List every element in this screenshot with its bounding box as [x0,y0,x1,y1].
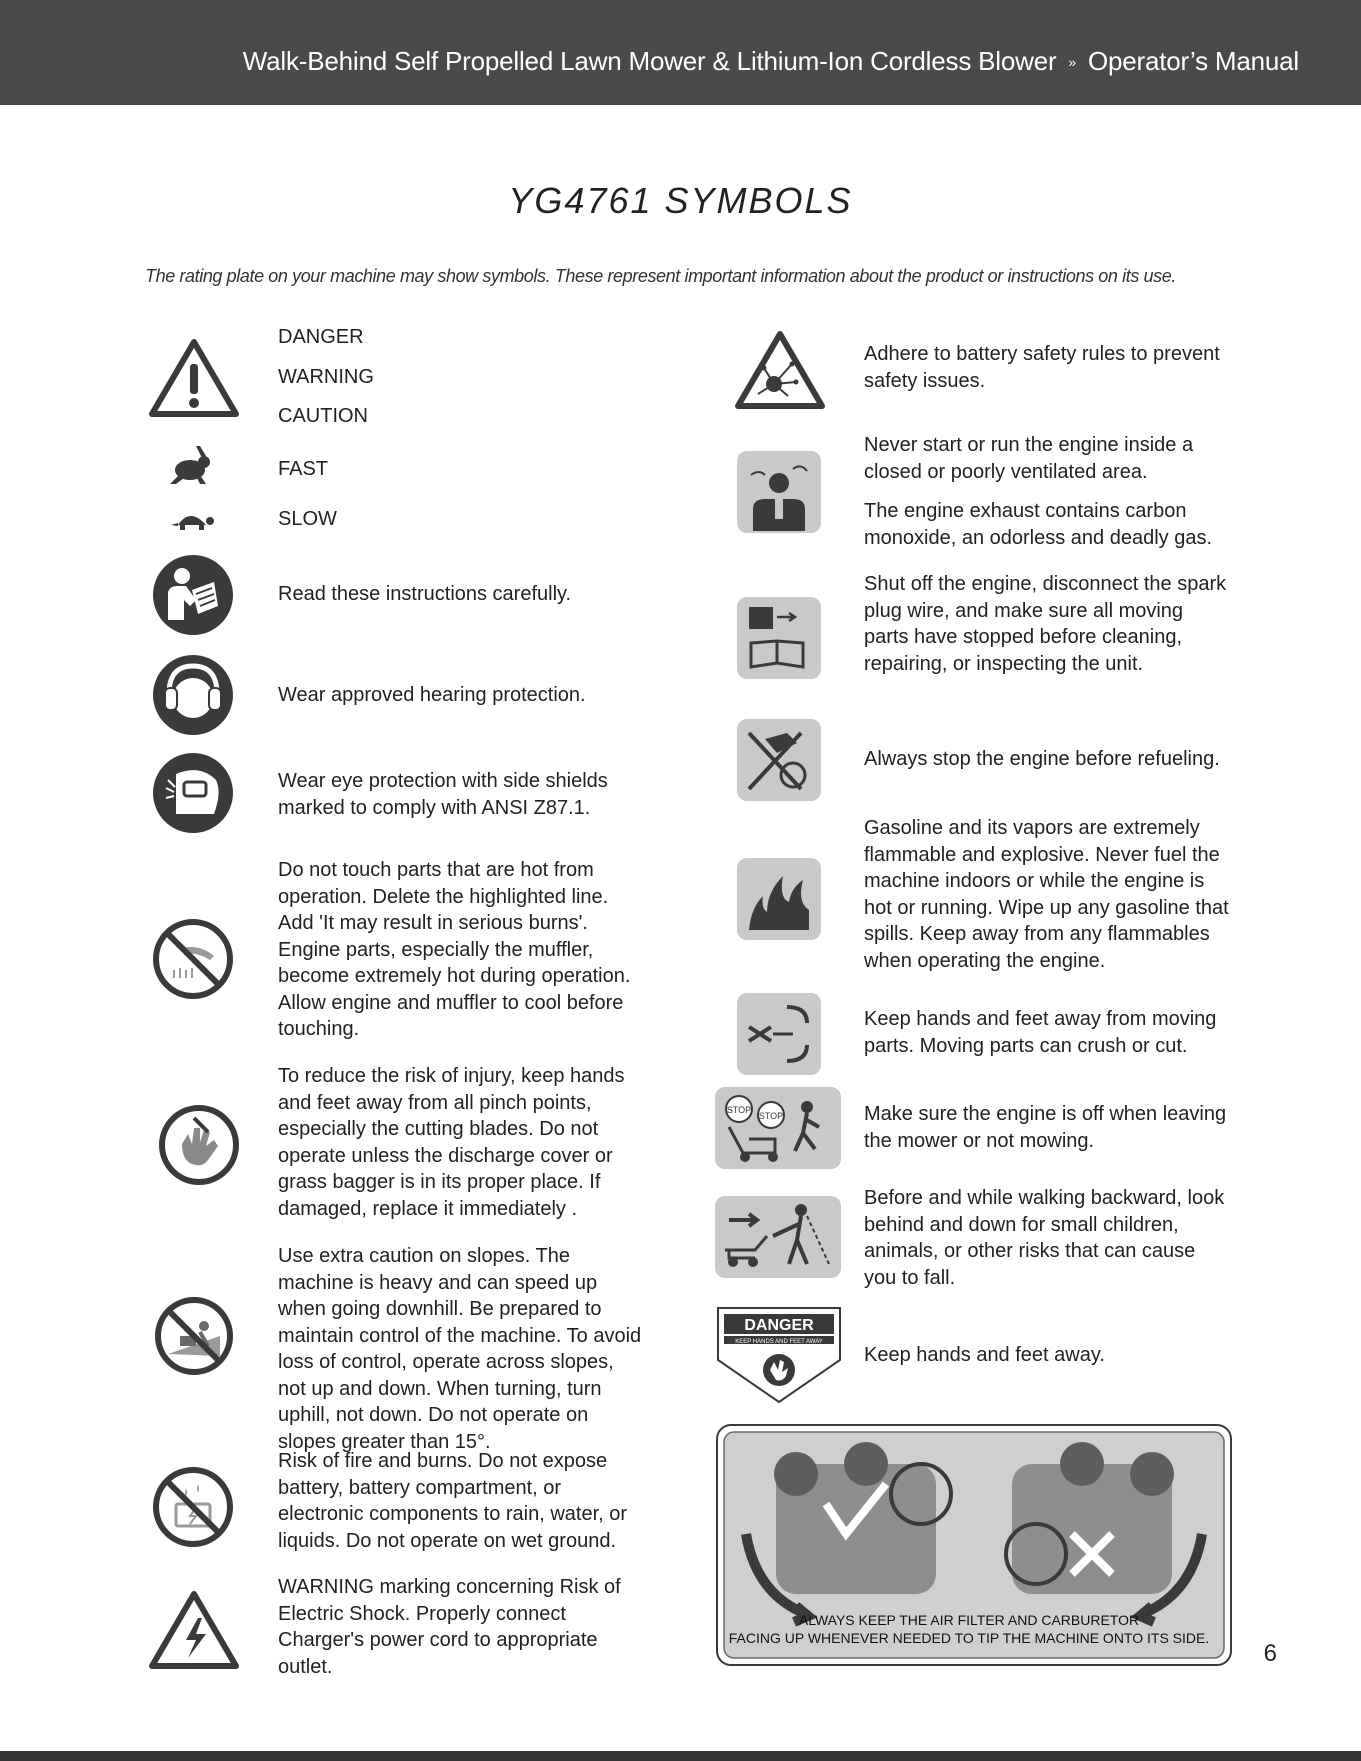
slopes-text: Use extra caution on slopes. The machine is heavy and can speed up when going downhill. Be prepared to maintain control of the machine. To avoid loss of control, operate across slopes, not up and down. When turning, turn uphill, not down. Do not operate on slopes greater than 15°. [278,1245,642,1453]
fast-label: FAST [278,458,329,480]
read-manual-icon [152,554,234,636]
hearing-protection-icon [152,654,234,736]
danger-decal-title: DANGER [744,1317,814,1334]
tip-decal-line-1: ALWAYS KEEP THE AIR FILTER AND CARBURETOR [798,1612,1140,1628]
slope-warning-icon [154,1296,234,1376]
look-behind-icon [715,1196,841,1278]
danger-decal-icon [716,1306,842,1404]
page-number: 6 [1263,1640,1277,1667]
refuel-stop-icon [737,719,821,801]
hot-parts-text: Do not touch parts that are hot from operation. Delete the highlighted line. Add 'It may result in serious burns'. Engine parts, especially the muffler, become extremely hot during operation. Allow engine and muffler to cool before touching. [278,859,631,1040]
header-bar [0,0,1361,105]
pinch-point-icon [158,1104,240,1186]
refuel-text: Always stop the engine before refueling. [864,748,1220,770]
moving-parts-text: Keep hands and feet away from moving parts. Moving parts can crush or cut. [864,1008,1217,1057]
hearing-text: Wear approved hearing protection. [278,684,586,706]
shock-text: WARNING marking concerning Risk of Electric Shock. Properly connect Charger's power cord to appropriate outlet. [278,1576,621,1678]
pinch-text: To reduce the risk of injury, keep hands and feet away from all pinch points, especially the cutting blades. Do not operate unless the discharge cover or grass bagger is in its proper place. If damaged, replace it immediately . [278,1065,625,1220]
spark-plug-text: Shut off the engine, disconnect the spark plug wire, and make sure all moving parts have stopped before cleaning, repairing, or inspecting the unit. [864,573,1227,675]
toxic-fumes-icon [737,451,821,533]
stop-engine-icon [715,1087,841,1169]
page-title: YG4761 SYMBOLS [508,180,853,221]
spark-plug-icon [737,597,821,679]
stop-sign-label-1: STOP [726,1105,752,1115]
stop-sign-label-2: STOP [758,1111,784,1121]
no-water-icon [152,1466,234,1548]
tip-decal-line-2: FACING UP WHENEVER NEEDED TO TIP THE MACHINE ONTO ITS SIDE. [728,1630,1210,1646]
header-separator: » [1068,54,1077,70]
slow-label: SLOW [278,508,337,530]
hot-surface-icon [152,918,234,1000]
eye-protection-text: Wear eye protection with side shields marked to comply with ANSI Z87.1. [278,770,608,819]
fire-text: Risk of fire and burns. Do not expose battery, battery compartment, or electronic components to rain, water, or liquids. Do not operate on wet ground. [278,1450,628,1552]
read-instructions-text: Read these instructions carefully. [278,583,572,605]
explosion-icon [734,330,826,410]
gasoline-text: Gasoline and its vapors are extremely flammable and explosive. Never fuel the machine indoors or while the engine is hot or running. Wipe up any gasoline that spills. Keep away from any flammables when operating the engine. [864,817,1229,972]
intro-text: The rating plate on your machine may show symbols. These represent important information about the product or instructions on its use. [145,266,1176,286]
electric-shock-icon [148,1590,240,1670]
danger-decal-caption: Keep hands and feet away. [864,1344,1105,1366]
bottom-rule [0,1751,1361,1761]
battery-text: Adhere to battery safety rules to prevent safety issues. [864,343,1220,392]
signal-warning: WARNING [278,365,374,388]
ventilation-text-1: Never start or run the engine inside a closed or poorly ventilated area. [864,434,1194,483]
signal-words [278,324,643,443]
header-title [243,46,1299,77]
engine-off-text: Make sure the engine is off when leaving the mower or not mowing. [864,1103,1227,1152]
ventilation-text [864,432,1229,564]
flames-icon [737,858,821,940]
backward-text: Before and while walking backward, look behind and down for small children, animals, or other risks that can cause you to fall. [864,1187,1225,1289]
header-manual: Operator’s Manual [1088,46,1299,76]
danger-decal-sub: KEEP HANDS AND FEET AWAY [735,1339,823,1345]
header-product: Walk-Behind Self Propelled Lawn Mower & Lithium-Ion Cordless Blower [242,46,1057,76]
rotating-parts-icon [737,993,821,1075]
warning-triangle-icon [148,338,240,418]
turtle-icon [168,505,218,533]
ventilation-text-2: The engine exhaust contains carbon monoxide, an odorless and deadly gas. [864,500,1213,549]
signal-danger: DANGER [278,326,364,348]
eye-protection-icon [152,752,234,834]
rabbit-icon [166,444,214,486]
signal-caution: CAUTION [278,405,368,427]
